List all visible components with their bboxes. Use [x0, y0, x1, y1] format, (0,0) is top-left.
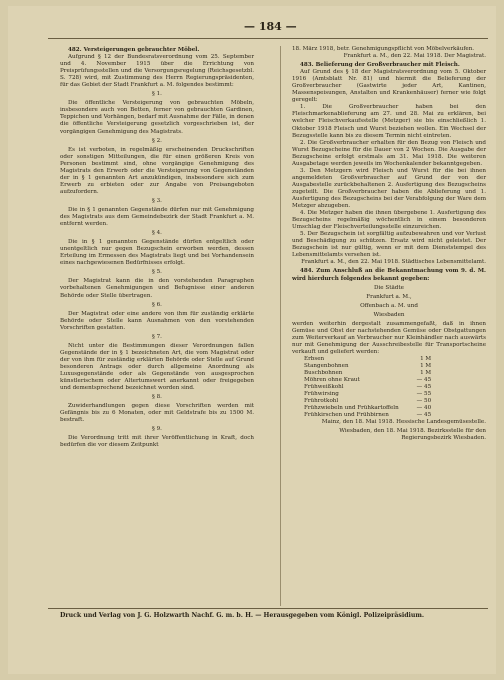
- signoff-line: Frankfurt a. M., den 22. Mai 1918. Städtisches Lebensmittelamt.: [301, 259, 486, 266]
- table-row: [302, 405, 433, 412]
- paragraph: Zuwiderhandlungen gegen diese Vorschriften werden mit Gefängnis bis zu 6 Monaten, oder mit Geldstrafe bis zu 1500 M. bestraft.: [60, 403, 254, 424]
- produce-price: — 40: [416, 404, 432, 411]
- paragraph: werden weiterhin dergestalt zusammengefaßt, daß in ihnen Gemüse und Obst der nachstehenden Gemüse oder Obstgattungen zum Weiterverkauf an Verbraucher nur Kleinhändler nach auswärts nur mit Genehmigung der Ausschreibestelle für Transportscheine verkauft und geliefert werden:: [292, 320, 486, 355]
- produce-price: — 45: [416, 376, 432, 383]
- produce-name: Frühkirschen und Frühbirnen: [304, 411, 389, 418]
- paragraph: Der Magistrat oder eine andere von ihm für zuständig erklärte Behörde oder Stelle kann Ausnahmen von den vorstehenden Vorschriften gestatten.: [60, 310, 254, 331]
- section-mark: Wiesbaden: [373, 311, 405, 318]
- publisher-footer: Druck und Verlag von J. G. Holzwarth Nachf. G. m. b. H. — Herausgegeben vom Königl. Polizeipräsidium.: [60, 612, 425, 619]
- paragraph: Der Magistrat kann die in den vorstehenden Paragraphen vorbehaltenen Genehmigungen und Befugnisse einer anderen Behörde oder Stelle übertragen.: [60, 278, 254, 299]
- paragraph: Aufgrund § 12 der Bundesratsverordnung vom 25. September und 4. November 1915 über die Errichtung von Preisprüfungsstellen und die Versorgungsregelung (Reichsgesetzbl. S. 728) wird, mit Zustimmung des Herrn Regierungspräsidenten, für das Gebiet der Stadt Frankfurt a. M. folgendes bestimmt:: [60, 54, 254, 89]
- produce-name: Frührotkohl: [304, 397, 339, 404]
- table-row: [302, 384, 433, 391]
- right-column: [292, 46, 486, 444]
- paragraph: 4. Die Metzger haben die ihnen übergebene 1. Ausfertigung des Bezugscheins regelmäßig wöchentlich in einem besonderen Umschlag der Fleischverteilungsstelle einzureichen.: [292, 210, 486, 231]
- paragraph: 2. Die Großverbraucher erhalten für den Bezug von Fleisch und Wurst Bezugscheine für die Dauer von 2 Wochen. Die Ausgabe der Bezugscheine erfolgt erstmals am 31. Mai 1918. Die weiteren Ausgabetage werden jeweils im Wochenkalender bekanntgegeben.: [292, 139, 486, 167]
- paragraph: Die Verordnung tritt mit ihrer Veröffentlichung in Kraft, doch bedürfen die vor diesem Zeitpunkt: [60, 435, 254, 449]
- signoff-line: Frankfurt a. M., den 22. Mai 1918. Der Magistrat.: [343, 53, 486, 60]
- signoff-line: Wiesbaden, den 18. Mai 1918. Bezirksstelle für den Regierungsbezirk Wiesbaden.: [339, 428, 486, 442]
- table-row: [302, 363, 433, 370]
- paragraph: 1. Die Großverbraucher haben bei den Fleischmarkenablieferung am 27. und 28. Mai zu erklären, bei welcher Fleischverkaufsstelle (Metzger) sie bis einschließlich 1. Oktober 1918 Fleisch und Wurst beziehen wollen. Ein Wechsel der Bezugsstelle kann bis zu diesem Termin nicht eintreten.: [292, 104, 486, 139]
- section-mark: Die Städte: [374, 284, 404, 291]
- section-mark: Frankfurt a. M.,: [366, 293, 412, 300]
- page-number: — 184 —: [244, 20, 297, 33]
- paragraph: 5. Der Bezugschein ist sorgfältig aufzubewahren und vor Verlust und Beschädigung zu schützen. Ersatz wird nicht geleistet. Der Bezugschein ist nur gültig, wenn er mit dem Dienststempel des Lebensmittelamts versehen ist.: [292, 231, 486, 259]
- produce-price: — 45: [416, 383, 432, 390]
- produce-name: Frühwirsing: [304, 390, 339, 397]
- section-mark: § 8.: [152, 394, 162, 401]
- paragraph: 18. März 1918, betr. Genehmigungspflicht von Möbelverkäufen.: [292, 46, 475, 52]
- section-mark: § 6.: [152, 301, 162, 308]
- section-mark: § 4.: [152, 230, 162, 237]
- header-rule: [48, 38, 488, 39]
- paragraph: Es ist verboten, in regelmäßig erscheinenden Druckschriften oder sonstigen Mitteilungen, die für einen größeren Kreis von Personen bestimmt sind, ohne vorgängige Genehmigung des Magistrats den Erwerb oder die Versteigerung von Gegenständen der in § 1 genannten Art anzukündigen, insbesondere sich zum Erwerb zu erbieten oder zur Angabe von Preisangeboten aufzufordern.: [60, 146, 254, 195]
- produce-price: 1 M: [420, 362, 432, 369]
- table-row: [302, 398, 433, 405]
- produce-price: 1 M: [420, 355, 432, 362]
- section-mark: § 1.: [152, 91, 162, 98]
- section-mark: § 3.: [152, 197, 162, 204]
- section-mark: § 9.: [152, 426, 162, 433]
- produce-price: — 50: [416, 397, 432, 404]
- section-mark: § 7.: [152, 333, 162, 340]
- column-divider: [280, 46, 281, 606]
- section-heading: 483. Belieferung der Großverbraucher mit Fleisch.: [300, 62, 460, 69]
- produce-price: 1 M: [420, 369, 432, 376]
- paragraph: 3. Den Metzgern wird Fleisch und Wurst für die bei ihnen angemeldeten Großverbraucher auf Grund der von der Ausgabestelle zurückbehaltenen 2. Ausfertigung des Bezugscheins zugeteilt. Die Großverbraucher haben die Ablieferung und 1. Ausfertigung des Bezugscheins bei der Verabfolgung der Ware dem Metzger abzugeben.: [292, 167, 486, 210]
- page: [8, 6, 496, 674]
- table-row: [302, 356, 433, 363]
- table-row: [302, 377, 433, 384]
- produce-name: Buschbohnen: [304, 369, 343, 376]
- produce-price: — 45: [416, 411, 432, 418]
- section-heading: 482. Versteigerungen gebrauchter Möbel.: [68, 47, 200, 53]
- paragraph: Die öffentliche Versteigerung von gebrauchten Möbeln, insbesondere auch von Betten, ferner von gebrauchten Gardinen, Teppichen und Vorhängen, bedarf mit Ausnahme der Fälle, in denen die öffentliche Versteigerung gesetzlich vorgeschrieben ist, der vorgängigen Genehmigung des Magistrats.: [60, 100, 254, 135]
- paragraph: Die in § 1 genannten Gegenstände dürfen nur mit Genehmigung des Magistrats aus dem Gemeindebezirk der Stadt Frankfurt a. M. entfernt werden.: [60, 206, 254, 228]
- section-mark: § 2.: [152, 137, 162, 144]
- paragraph: Nicht unter die Bestimmungen dieser Verordnungen fallen Gegenstände der in § 1 bezeichneten Art, die vom Magistrat oder der von ihm für zuständig erklärten Behörde oder Stelle auf Grund besonderen Antrags oder durch allgemeine Anordnung als Luxusgegenstände oder als Gegenstände von ausgesprochen künstlerischem oder Altertumswert anerkannt oder freigegeben und dementsprechend bezeichnet worden sind.: [60, 342, 254, 392]
- signoff-line: Mainz, den 18. Mai 1918. Hessische Landesgemüsestelle.: [321, 418, 486, 425]
- table-row: [302, 391, 433, 398]
- section-mark: Offenbach a. M. und: [360, 302, 418, 309]
- table-row: [302, 370, 433, 377]
- produce-name: Frühzwiebeln und Frühkartoffeln: [304, 404, 399, 411]
- section-heading: 484. Zum Anschluß an die Bekanntmachung vom 9. d. M. wird hierdurch folgendes bekannt gegeben:: [292, 268, 486, 282]
- paragraph: Die in § 1 genannten Gegenstände dürfen entgeltlich oder unentgeltlich nur gegen Bezugschein erworben werden, dessen Erteilung im Ermessen des Magistrats liegt und bei Vorhandensein eines nachgewiesenen Bedürfnisses erfolgt.: [60, 239, 254, 267]
- produce-name: Frühweißkohl: [304, 383, 344, 390]
- paragraph: Auf Grund des § 18 der Magistratsverordnung vom 5. Oktober 1916 (Amtsblatt Nr. 81) und hiermit die Belieferung der Großverbraucher (Gastwirte jeder Art, Kantinen, Massenspeisungen, Anstalten und Krankenhäuser) ferner wie folgt geregelt:: [292, 69, 486, 104]
- section-mark: § 5.: [152, 269, 162, 276]
- produce-name: Möhren ohne Kraut: [304, 376, 360, 383]
- produce-table: [302, 356, 433, 419]
- produce-price: — 55: [416, 390, 432, 397]
- footer-rule: [48, 608, 488, 609]
- produce-name: Stangenbohnen: [304, 362, 349, 369]
- produce-name: Erbsen: [304, 355, 325, 362]
- left-column: [60, 46, 254, 449]
- table-row: [302, 412, 433, 419]
